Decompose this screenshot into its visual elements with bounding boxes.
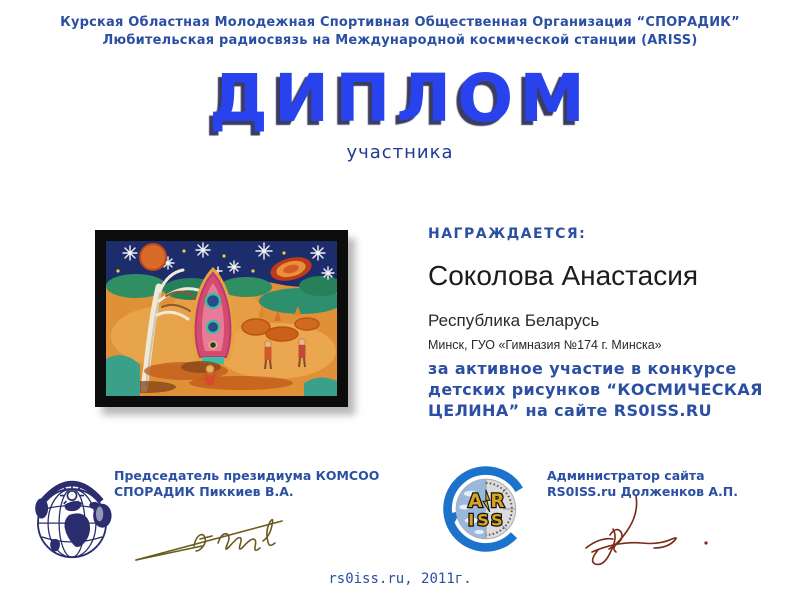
child-drawing: [106, 241, 337, 396]
right-signatory-line1: Администратор сайта: [547, 468, 705, 483]
ariss-letters: [468, 490, 505, 530]
svg-text:A: A: [468, 491, 483, 513]
recipient-name: Соколова Анастасия: [428, 260, 699, 291]
svg-text:ISS: ISS: [468, 510, 506, 530]
svg-text:R: R: [490, 491, 505, 513]
globe-continents: [50, 501, 99, 551]
right-signatory-name: Долженков А.П.: [616, 484, 738, 499]
award-reason: [428, 358, 763, 421]
footer-site-year: rs0iss.ru, 2011г.: [328, 571, 472, 587]
left-signatory-line2: СПОРАДИК Пиккиев В.А.: [114, 484, 294, 499]
right-signatory-site: RS0ISS.ru: [547, 484, 617, 499]
organization-line2: Любительская радиосвязь на Международной космической станции (ARISS): [102, 33, 698, 48]
award-reason-line2: детских рисунков “КОСМИЧЕСКАЯ: [428, 380, 763, 399]
left-signature: [130, 498, 325, 570]
left-signatory-line1: Председатель президиума КОМСОО: [114, 468, 380, 483]
recipient-school: Минск, ГУО «Гимназия №174 г. Минска»: [428, 338, 662, 352]
award-reason-line1: за активное участие в конкурсе: [428, 359, 737, 378]
artwork-frame: [95, 230, 348, 407]
left-signatory-title: [114, 468, 379, 500]
drawing-teal-patch-left: [106, 355, 140, 396]
drawing-planet: [140, 244, 166, 270]
diploma-title: ДИПЛОМ: [209, 60, 591, 137]
recipient-country: Республика Беларусь: [428, 311, 600, 330]
right-signature: [556, 490, 731, 570]
awarded-to-label: НАГРАЖДАЕТСЯ:: [428, 226, 587, 242]
organization-line1: Курская Областная Молодежная Спортивная Общественная Организация “СПОРАДИК”: [60, 15, 740, 30]
diploma-subtitle: участника: [346, 142, 454, 163]
award-reason-line3: ЦЕЛИНА” на сайте RS0ISS.RU: [428, 401, 712, 420]
sporadik-globe-logo: [26, 462, 118, 564]
ariss-logo: [436, 461, 532, 557]
organization-header: [0, 14, 800, 50]
